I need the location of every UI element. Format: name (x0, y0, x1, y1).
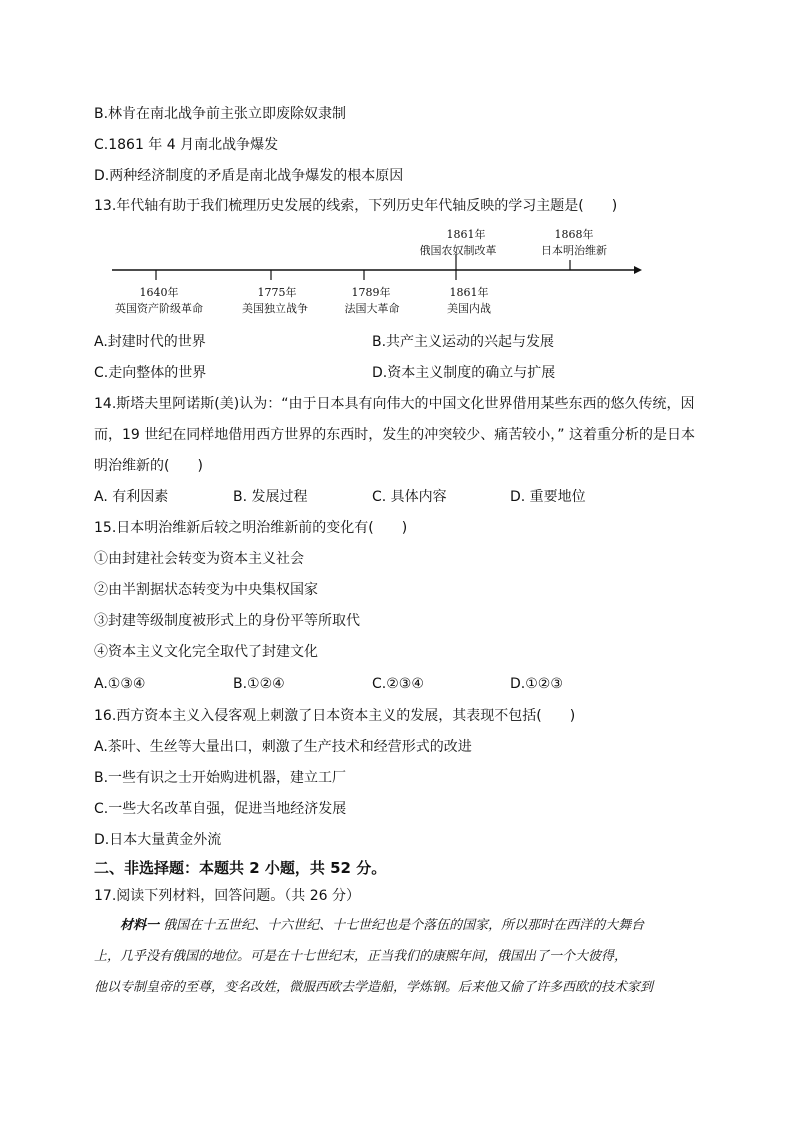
q14-option-c: C. 具体内容 (372, 489, 447, 505)
q13-option-c: C.走向整体的世界 (94, 365, 207, 381)
q13-option-b: B.共产主义运动的兴起与发展 (372, 334, 555, 350)
q16-option-b: B.一些有识之士开始购进机器，建立工厂 (94, 770, 347, 786)
q14-option-b: B. 发展过程 (233, 489, 308, 505)
timeline-bottom-1775-label: 美国独立战争 (242, 302, 308, 315)
q13-stem: 13.年代轴有助于我们梳理历史发展的线索，下列历史年代轴反映的学习主题是( ) (94, 198, 618, 214)
q16-option-d: D.日本大量黄金外流 (94, 832, 222, 848)
timeline-top-1861-year: 1861年 (446, 228, 486, 241)
q16-option-c: C.一些大名改革自强，促进当地经济发展 (94, 801, 347, 817)
q13-option-a: A.封建时代的世界 (94, 334, 206, 350)
q15-option-b: B.①②④ (233, 676, 285, 692)
timeline-arrow (634, 266, 642, 274)
material-text-1: 俄国在十五世纪、十六世纪、十七世纪也是个落伍的国家，所以那时在西洋的大舞台 (163, 918, 645, 933)
material-tag: 材料一 (120, 918, 160, 933)
q14-option-d: D. 重要地位 (510, 489, 586, 505)
timeline-bottom-1789-label: 法国大革命 (344, 302, 400, 315)
q16-stem: 16.西方资本主义入侵客观上刺激了日本资本主义的发展，其表现不包括( ) (94, 708, 576, 724)
q15-option-d: D.①②③ (510, 676, 563, 692)
section-heading: 二、非选择题：本题共 2 小题，共 52 分。 (94, 859, 387, 877)
timeline-top-1868-year: 1868年 (554, 228, 594, 241)
q12-option-c: C.1861 年 4 月南北战争爆发 (94, 137, 279, 153)
q15-item-4: ④资本主义文化完全取代了封建文化 (94, 644, 318, 660)
q14-stem-line2: 而，19 世纪在同样地借用西方世界的东西时，发生的冲突较少、痛苦较小，” 这着重分析的是日本 (94, 427, 695, 443)
q15-option-a: A.①③④ (94, 676, 146, 692)
timeline-bottom-1640-year: 1640年 (139, 286, 179, 299)
q14-stem-line3: 明治维新的( ) (94, 458, 203, 474)
q17-material (94, 910, 700, 1003)
q14-option-a: A. 有利因素 (94, 489, 169, 505)
q16-option-a: A.茶叶、生丝等大量出口，刺激了生产技术和经营形式的改进 (94, 739, 472, 755)
timeline-top-1861-label: 俄国农奴制改革 (419, 244, 497, 257)
q13-option-d: D.资本主义制度的确立与扩展 (372, 365, 556, 381)
q15-stem: 15.日本明治维新后较之明治维新前的变化有( ) (94, 520, 408, 536)
timeline-bottom-1861-label: 美国内战 (447, 302, 491, 315)
timeline-bottom-1861-year: 1861年 (449, 286, 489, 299)
material-line-2: 上，几乎没有俄国的地位。可是在十七世纪末，正当我们的康熙年间，俄国出了一个大彼得， (94, 949, 628, 964)
q17-stem: 17.阅读下列材料，回答问题。（共 26 分） (94, 888, 360, 904)
q12-option-b: B.林肯在南北战争前主张立即废除奴隶制 (94, 106, 347, 122)
q15-item-2: ②由半割据状态转变为中央集权国家 (94, 582, 318, 598)
q12-option-d: D.两种经济制度的矛盾是南北战争爆发的根本原因 (94, 168, 404, 184)
material-line-1 (94, 910, 700, 941)
timeline-bottom-1640-label: 英国资产阶级革命 (115, 302, 203, 315)
material-line-3: 他以专制皇帝的至尊，变名改姓，微服西欧去学造船，学炼钢。后来他又偷了许多西欧的技术家到 (94, 980, 654, 995)
timeline-bottom-1789-year: 1789年 (351, 286, 391, 299)
timeline-top-1868-label: 日本明治维新 (541, 244, 607, 257)
q15-item-3: ③封建等级制度被形式上的身份平等所取代 (94, 613, 360, 629)
q15-item-1: ①由封建社会转变为资本主义社会 (94, 551, 304, 567)
timeline-bottom-1775-year: 1775年 (257, 286, 297, 299)
q15-option-c: C.②③④ (372, 676, 424, 692)
q14-stem-line1: 14.斯塔夫里阿诺斯(美)认为：“由于日本具有向伟大的中国文化世界借用某些东西的悠久传统，因 (94, 396, 695, 412)
q13-timeline (94, 224, 654, 324)
